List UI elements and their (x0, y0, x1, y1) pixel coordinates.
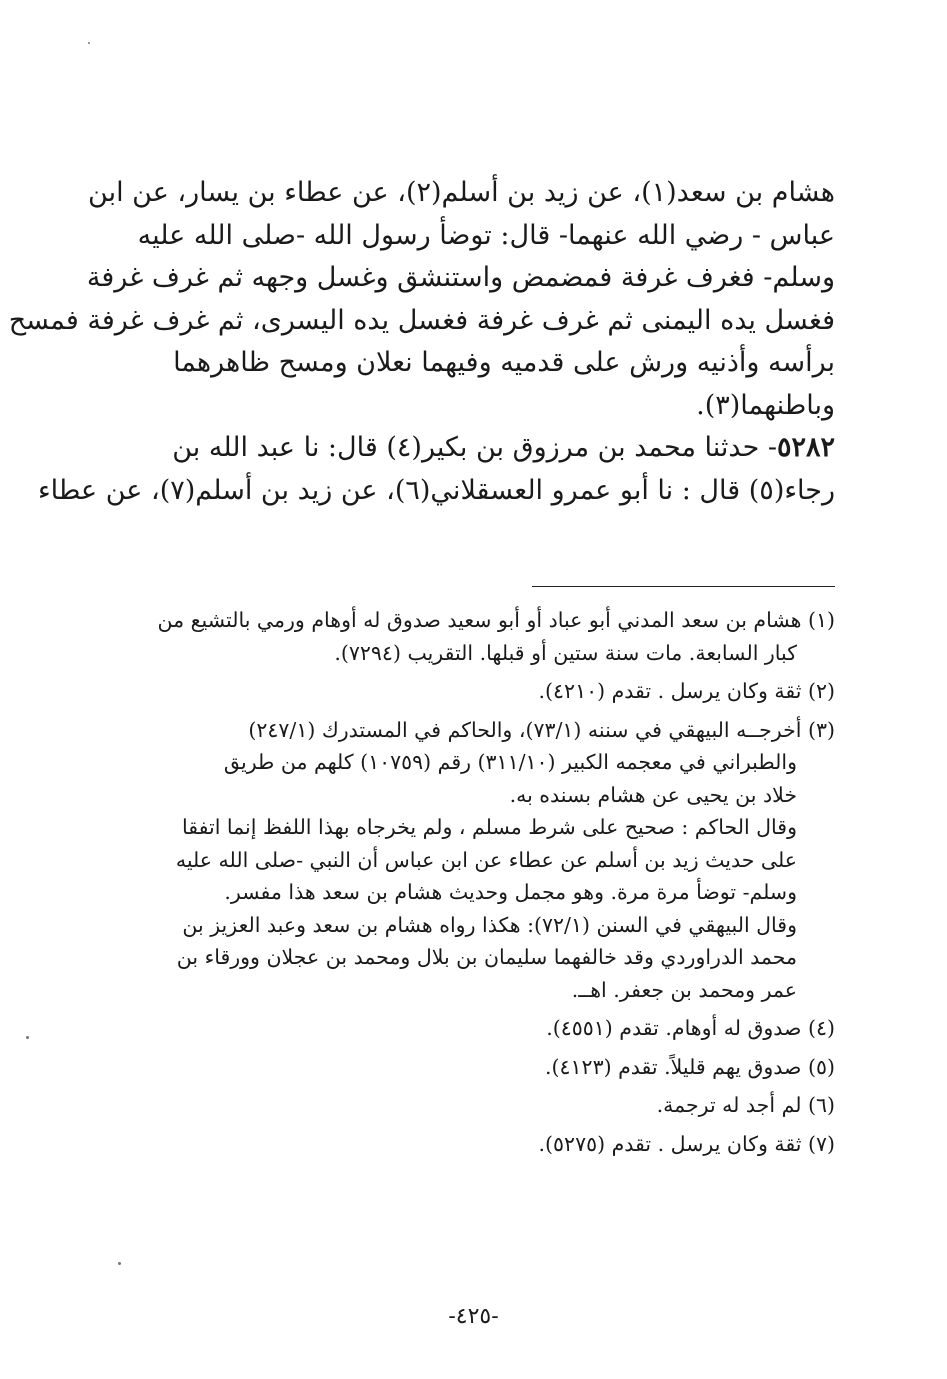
main-text-line: وسلم- فغرف غرفة فمضمض واستنشق وغسل وجهه ثم غرف غرفة (86, 262, 835, 293)
hadith-chain-text: - حدثنا محمد بن مرزوق بن بكير(٤) قال: نا عبد الله بن (172, 432, 777, 463)
footnotes-block (128, 604, 835, 1160)
footnote-3-continuation: على حديث زيد بن أسلم عن عطاء عن ابن عباس أن النبي -صلى الله عليه (175, 847, 797, 872)
footnote-3-continuation: وسلم- توضأ مرة مرة. وهو مجمل وحديث هشام بن سعد هذا مفسر. (224, 880, 797, 904)
scan-speck (88, 42, 90, 44)
footnote-7: (٧) ثقة وكان يرسل . تقدم (٥٢٧٥). (538, 1131, 835, 1156)
footnote-1: (١) هشام بن سعد المدني أبو عباد أو أبو سعيد صدوق له أوهام ورمي بالتشيع من (157, 608, 835, 632)
footnote-1-continuation: كبار السابعة. مات سنة ستين أو قبلها. التقريب (٧٢٩٤). (334, 640, 797, 665)
page-number: -٤٢٥- (448, 1304, 499, 1329)
footnote-5: (٥) صدوق يهم قليلاً. تقدم (٤١٢٣). (545, 1054, 835, 1079)
footnote-2: (٢) ثقة وكان يرسل . تقدم (٤٢١٠). (538, 679, 835, 703)
footnote-4: (٤) صدوق له أوهام. تقدم (٤٥٥١). (546, 1016, 835, 1040)
main-text-line: عباس - رضي الله عنهما- قال: توضأ رسول الله -صلى الله عليه (137, 219, 835, 251)
footnote-6: (٦) لم أجد له ترجمة. (656, 1093, 835, 1117)
main-text-block (8, 172, 835, 512)
main-text-line: برأسه وأذنيه ورش على قدميه وفيهما نعلان ومسح ظاهرهما (173, 347, 835, 378)
footnote-3-continuation: محمد الدراوردي وقد خالفهما سليمان بن بلال ومحمد بن عجلان وورقاء بن (176, 945, 797, 969)
footnote-3-continuation: عمر ومحمد بن جعفر. اهــ. (571, 977, 797, 1002)
hadith-second-line: رجاء(٥) قال : نا أبو عمرو العسقلاني(٦)، عن زيد بن أسلم(٧)، عن عطاء (37, 474, 835, 506)
scan-speck (26, 1036, 29, 1039)
footnote-3-continuation: خلاد بن يحيى عن هشام بسنده به. (509, 782, 797, 807)
footnote-3-continuation: وقال البيهقي في السنن (٧٢/١): هكذا رواه هشام بن سعد وعبد العزيز بن (182, 912, 797, 937)
footnote-3-continuation: وقال الحاكم : صحيح على شرط مسلم ، ولم يخرجاه بهذا اللفظ إنما اتفقا (182, 815, 797, 839)
scan-speck (118, 1262, 121, 1265)
main-text-line: هشام بن سعد(١)، عن زيد بن أسلم(٢)، عن عطاء بن يسار، عن ابن (88, 177, 835, 208)
footnote-3-continuation: والطبراني في معجمه الكبير (٣١١/١٠) رقم (١٠٧٥٩) كلهم من طريق (223, 750, 797, 774)
footnote-divider (532, 586, 835, 587)
main-text-line: فغسل يده اليمنى ثم غرف غرفة فغسل يده اليسرى، ثم غرف غرفة فمسح (8, 304, 835, 336)
hadith-first-line (128, 427, 835, 470)
main-text-line: وباطنهما(٣). (696, 389, 835, 421)
footnote-3: (٣) أخرجــه البيهقي في سننه (٧٣/١)، والحاكم في المستدرك (٢٤٧/١) (248, 717, 835, 742)
hadith-number: ٥٢٨٢ (776, 432, 835, 463)
